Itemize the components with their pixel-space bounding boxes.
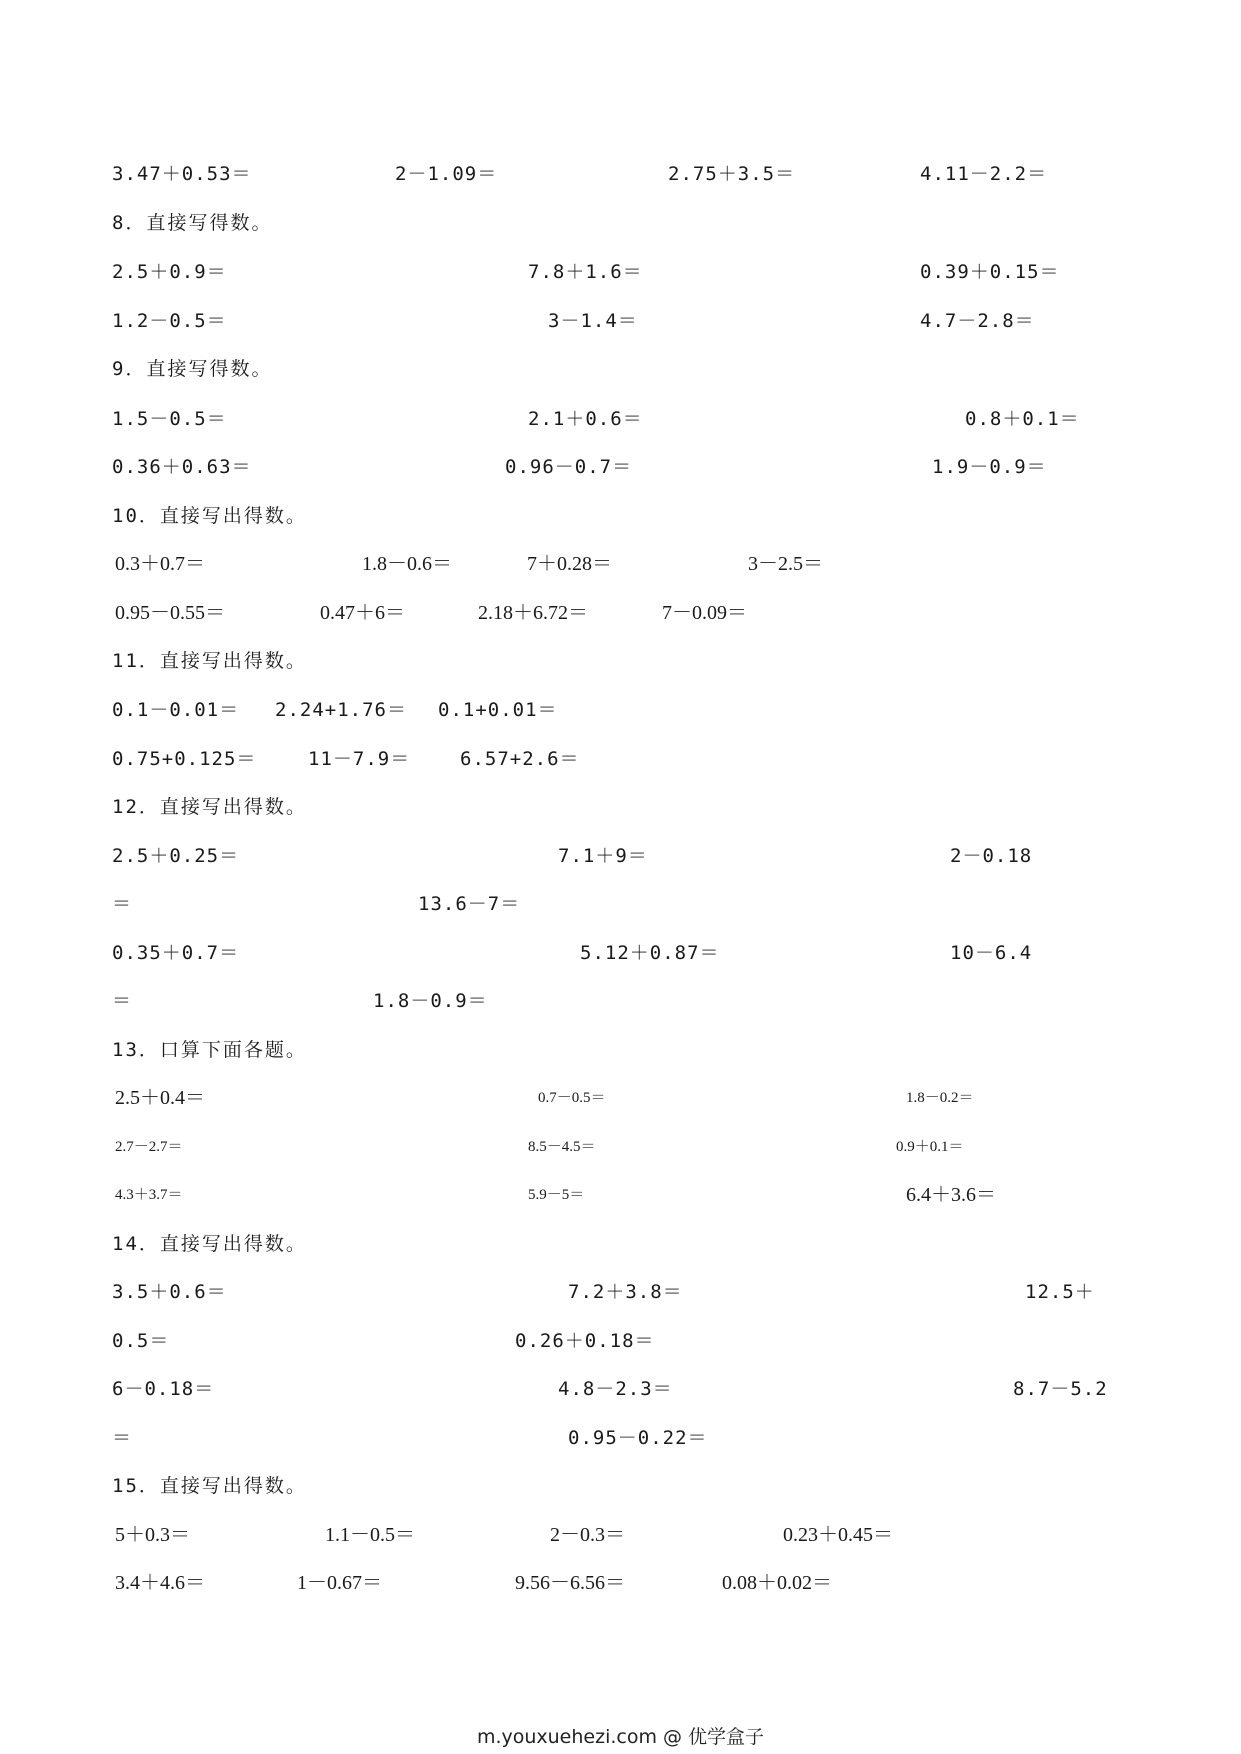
problem-row bbox=[0, 597, 1241, 629]
problem-row bbox=[0, 937, 1241, 969]
problem: 8.7－5.2 bbox=[1013, 1378, 1108, 1400]
problem: 1.9－0.9＝ bbox=[932, 456, 1047, 478]
problem: 6.57+2.6＝ bbox=[460, 748, 580, 770]
problem: 0.95－0.55＝ bbox=[115, 602, 225, 624]
problem: 2.5＋0.4＝ bbox=[115, 1087, 205, 1109]
problem: 0.1－0.01＝ bbox=[112, 699, 240, 721]
problem-row bbox=[0, 1567, 1241, 1599]
problem: ＝ bbox=[112, 990, 133, 1012]
problem: 1.5－0.5＝ bbox=[112, 408, 227, 430]
question-8-title: 8．直接写得数。 bbox=[112, 212, 273, 234]
problem: 5＋0.3＝ bbox=[115, 1524, 190, 1546]
problem-row bbox=[0, 305, 1241, 337]
problem: 4.11－2.2＝ bbox=[920, 163, 1048, 185]
question-15-title: 15．直接写出得数。 bbox=[112, 1475, 307, 1497]
problem-row bbox=[0, 1276, 1241, 1308]
problem: 0.26＋0.18＝ bbox=[515, 1330, 655, 1352]
problem-row bbox=[0, 1325, 1241, 1357]
problem: 5.9－5＝ bbox=[528, 1187, 585, 1203]
problem: 6.4＋3.6＝ bbox=[906, 1184, 996, 1206]
question-13-title: 13．口算下面各题。 bbox=[112, 1039, 307, 1061]
problem: 7＋0.28＝ bbox=[527, 553, 612, 575]
problem: ＝ bbox=[112, 893, 133, 915]
question-12-title: 12．直接写出得数。 bbox=[112, 796, 307, 818]
problem-row bbox=[0, 985, 1241, 1017]
problem-row bbox=[0, 451, 1241, 483]
problem: 0.1+0.01＝ bbox=[438, 699, 558, 721]
problem: 0.7－0.5＝ bbox=[538, 1090, 606, 1106]
problem: 10－6.4 bbox=[950, 942, 1033, 964]
question-11-title: 11．直接写出得数。 bbox=[112, 650, 307, 672]
problem: 0.5＝ bbox=[112, 1330, 170, 1352]
problem: 8.5－4.5＝ bbox=[528, 1139, 596, 1155]
problem: 1.8－0.2＝ bbox=[906, 1090, 974, 1106]
question-9-title: 9．直接写得数。 bbox=[112, 358, 273, 380]
problem: 1.2－0.5＝ bbox=[112, 310, 227, 332]
problem: 2－0.18 bbox=[950, 845, 1033, 867]
question-10-title: 10．直接写出得数。 bbox=[112, 505, 307, 527]
problem: 7－0.09＝ bbox=[662, 602, 747, 624]
problem: 2.5＋0.9＝ bbox=[112, 261, 227, 283]
problem: 0.9＋0.1＝ bbox=[896, 1139, 964, 1155]
problem: 13.6－7＝ bbox=[418, 893, 521, 915]
problem: 4.8－2.3＝ bbox=[558, 1378, 673, 1400]
problem: 9.56－6.56＝ bbox=[515, 1572, 625, 1594]
problem: 3.47＋0.53＝ bbox=[112, 163, 252, 185]
problem-row bbox=[0, 1131, 1241, 1163]
problem: 6－0.18＝ bbox=[112, 1378, 215, 1400]
problem-row bbox=[0, 694, 1241, 726]
problem: 2.75＋3.5＝ bbox=[668, 163, 796, 185]
problem: 11－7.9＝ bbox=[308, 748, 411, 770]
problem: 4.3＋3.7＝ bbox=[115, 1187, 183, 1203]
problem: 7.1＋9＝ bbox=[558, 845, 648, 867]
problem: ＝ bbox=[112, 1427, 133, 1449]
problem: 3－1.4＝ bbox=[548, 310, 638, 332]
problem: 3－2.5＝ bbox=[748, 553, 823, 575]
problem: 7.8＋1.6＝ bbox=[528, 261, 643, 283]
problem-row bbox=[0, 743, 1241, 775]
problem: 12.5＋ bbox=[1025, 1281, 1095, 1303]
problem: 0.96－0.7＝ bbox=[505, 456, 633, 478]
problem: 2.24+1.76＝ bbox=[275, 699, 407, 721]
problem: 2－0.3＝ bbox=[550, 1524, 625, 1546]
problem: 0.23＋0.45＝ bbox=[783, 1524, 893, 1546]
problem: 0.08＋0.02＝ bbox=[722, 1572, 832, 1594]
problem: 0.36＋0.63＝ bbox=[112, 456, 252, 478]
problem: 5.12＋0.87＝ bbox=[580, 942, 720, 964]
problem: 1.8－0.6＝ bbox=[362, 553, 452, 575]
problem: 0.3＋0.7＝ bbox=[115, 553, 205, 575]
problem: 2.1＋0.6＝ bbox=[528, 408, 643, 430]
question-14-title: 14．直接写出得数。 bbox=[112, 1233, 307, 1255]
problem: 2.18＋6.72＝ bbox=[478, 602, 588, 624]
problem: 1－0.67＝ bbox=[297, 1572, 382, 1594]
problem-row bbox=[0, 1373, 1241, 1405]
problem-row bbox=[0, 1179, 1241, 1211]
problem: 0.35＋0.7＝ bbox=[112, 942, 240, 964]
problem: 3.5＋0.6＝ bbox=[112, 1281, 227, 1303]
problem: 2.7－2.7＝ bbox=[115, 1139, 183, 1155]
problem: 0.8＋0.1＝ bbox=[965, 408, 1080, 430]
problem: 4.7－2.8＝ bbox=[920, 310, 1035, 332]
problem: 0.47＋6＝ bbox=[320, 602, 405, 624]
problem-row bbox=[0, 840, 1241, 872]
problem-row bbox=[0, 548, 1241, 580]
problem: 3.4＋4.6＝ bbox=[115, 1572, 205, 1594]
problem: 0.39＋0.15＝ bbox=[920, 261, 1060, 283]
problem-row bbox=[0, 888, 1241, 920]
problem-row bbox=[0, 1422, 1241, 1454]
problem-row bbox=[0, 1519, 1241, 1551]
problem: 2－1.09＝ bbox=[395, 163, 498, 185]
problem: 2.5＋0.25＝ bbox=[112, 845, 240, 867]
footer-watermark[interactable]: m.youxuehezi.com @ 优学盒子 bbox=[476, 1726, 765, 1748]
problem-row bbox=[0, 1082, 1241, 1114]
problem-row bbox=[0, 256, 1241, 288]
problem: 0.95－0.22＝ bbox=[568, 1427, 708, 1449]
problem: 1.1－0.5＝ bbox=[325, 1524, 415, 1546]
problem-row bbox=[0, 403, 1241, 435]
problem-row bbox=[0, 158, 1241, 190]
problem: 7.2＋3.8＝ bbox=[568, 1281, 683, 1303]
problem: 0.75+0.125＝ bbox=[112, 748, 257, 770]
problem: 1.8－0.9＝ bbox=[373, 990, 488, 1012]
